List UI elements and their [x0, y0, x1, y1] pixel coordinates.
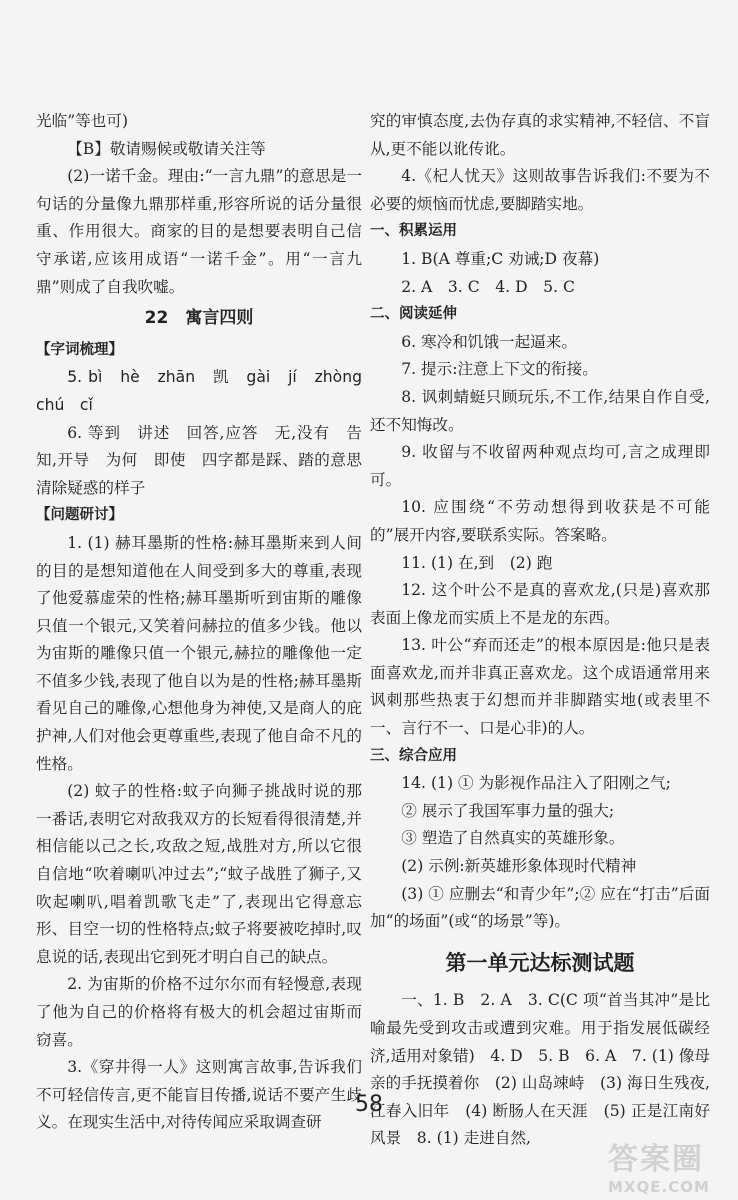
right-line-1: 究的审慎态度,去伪存真的求实精神,不轻信、不盲从,更不能以讹传讹。: [370, 112, 710, 158]
answer-r-13: 13. 叶公“弃而还走”的根本原因是:他只是表面喜欢龙,而并非真正喜欢龙。这个成语通常用来讽刺那些热衷于幻想而并非脚踏实地(或表里不一、言行不一、口是心非)的人。: [370, 636, 710, 738]
answer-r-14-2: ② 展示了我国军事力量的强大;: [401, 801, 615, 820]
watermark-url: MXQE.COM: [608, 1178, 710, 1196]
heading-word-review: 【字词梳理】: [36, 341, 123, 358]
section-title-22: 22 寓言四则: [144, 308, 254, 329]
answer-r-12: 12. 这个叶公不是真的喜欢龙,(只是)喜欢那表面上像龙而实质上不是龙的东西。: [370, 581, 710, 627]
answer-r-11: 11. (1) 在,到 (2) 跑: [401, 553, 553, 572]
answer-r-14-1: 14. (1) ① 为影视作品注入了阳刚之气;: [401, 774, 671, 793]
answer-4: 4.《杞人忧天》这则故事告诉我们:不要为不必要的烦恼而忧虑,要脚踏实地。: [370, 167, 710, 213]
answer-r-10: 10. 应围绕“不劳动想得到收获是不可能的”展开内容,要联系实际。答案略。: [370, 498, 710, 544]
answer-r-14-4: (2) 示例:新英雄形象体现时代精神: [401, 857, 637, 876]
answer-r-9: 9. 收留与不收留两种观点均可,言之成理即可。: [370, 443, 710, 489]
answer-2: 2. 为宙斯的价格不过尔尔而有轻慢意,表现了他为自己的价格将有极大的机会超过宙斯而窃喜。: [36, 975, 362, 1049]
right-column: [370, 108, 710, 1153]
pinyin-line: 5. bì hè zhān 凯 gài jí zhòng chú cǐ: [36, 368, 378, 414]
heading-application: 三、综合应用: [370, 747, 457, 764]
page-number: 58: [355, 1092, 383, 1117]
unit-test-answers: 一、1. B 2. A 3. C(C 项“首当其冲”是比喻最先受到攻击或遭到灾难。用于指发展低碳经济,适用对象错) 4. D 5. B 6. A 7. (1) 像母亲的手抚摸着你 (2) 山岛竦峙 (3) 海日生残夜,江春入旧年 (4) 断肠人在天涯 (5) 正是江南好风景 8. (1) 走进自然,: [370, 991, 710, 1148]
left-paragraph-1: (2)一诺千金。理由:“一言九鼎”的意思是一句话的分量像九鼎那样重,形容所说的话分量很重、作用很大。商家的目的是想要表明自己信守承诺,应该用成语“一诺千金”。用“一言九鼎”则成了自我吹嘘。: [36, 167, 362, 296]
answer-r-14-5: (3) ① 应删去“和青少年”;② 应在“打击”后面加“的场面”(或“的场景”等)。: [370, 884, 710, 931]
answer-r-7: 7. 提示:注意上下文的衔接。: [401, 360, 598, 379]
answer-1-2: (2) 蚊子的性格:蚊子向狮子挑战时说的那一番话,表明它对敌我双方的长短看得很清楚,并相信能以己之长,攻敌之短,战胜对方,所以它很自信地“吹着喇叭冲过去”;“蚊子战胜了狮子,又吹起喇叭,唱着凯歌飞走”了,表现出它得意忘形、目空一切的性格特点;蚊子将要被吃掉时,叹息说的话,表现出它到死才明白自己的缺点。: [36, 782, 362, 966]
answer-r-2-5: 2. A 3. C 4. D 5. C: [401, 277, 575, 296]
vocab-line: 6. 等到 讲述 回答,应答 无,没有 告知,开导 为何 即使 四字都是踩、踏的意思 清除疑惑的样子: [36, 423, 378, 497]
heading-reading: 二、阅读延伸: [370, 306, 457, 323]
watermark-text: 答案圈: [608, 1142, 704, 1177]
answer-3: 3.《穿井得一人》这则寓言故事,告诉我们不可轻信传言,更不能盲目传播,说话不要产生歧义。在现实生活中,对待传闻应采取调查研: [36, 1058, 362, 1132]
heading-question-study: 【问题研讨】: [36, 507, 123, 524]
answer-r-14-3: ③ 塑造了自然真实的英雄形象。: [401, 829, 625, 848]
unit-test-title: 第一单元达标测试题: [445, 950, 635, 975]
answer-1-1: 1. (1) 赫耳墨斯的性格:赫耳墨斯来到人间的目的是想知道他在人间受到多大的尊重,表现了他爱慕虚荣的性格;赫耳墨斯听到宙斯的雕像只值一个银元,又笑着问赫拉的值多少钱。他以为宙斯的雕像只值一个银元,赫拉的雕像他一定不值多少钱,表现了他自以为是的性格;赫耳墨斯看见自己的雕像,心想他身为神使,又是商人的庇护神,人们对他会更尊重些,表现了他自命不凡的性格。: [36, 533, 362, 773]
watermark-logo: [608, 1134, 728, 1196]
answer-r-1: 1. B(A 尊重;C 劝诫;D 夜幕): [401, 249, 600, 268]
heading-accumulate: 一、积累运用: [370, 223, 457, 240]
answer-r-6: 6. 寒冷和饥饿一起逼来。: [401, 332, 577, 351]
left-line-1: 光临”等也可): [36, 112, 129, 130]
answer-r-8: 8. 讽刺蜻蜓只顾玩乐,不工作,结果自作自受,还不知悔改。: [370, 387, 710, 434]
left-line-2: 【B】敬请赐候或敬请关注等: [67, 139, 266, 158]
